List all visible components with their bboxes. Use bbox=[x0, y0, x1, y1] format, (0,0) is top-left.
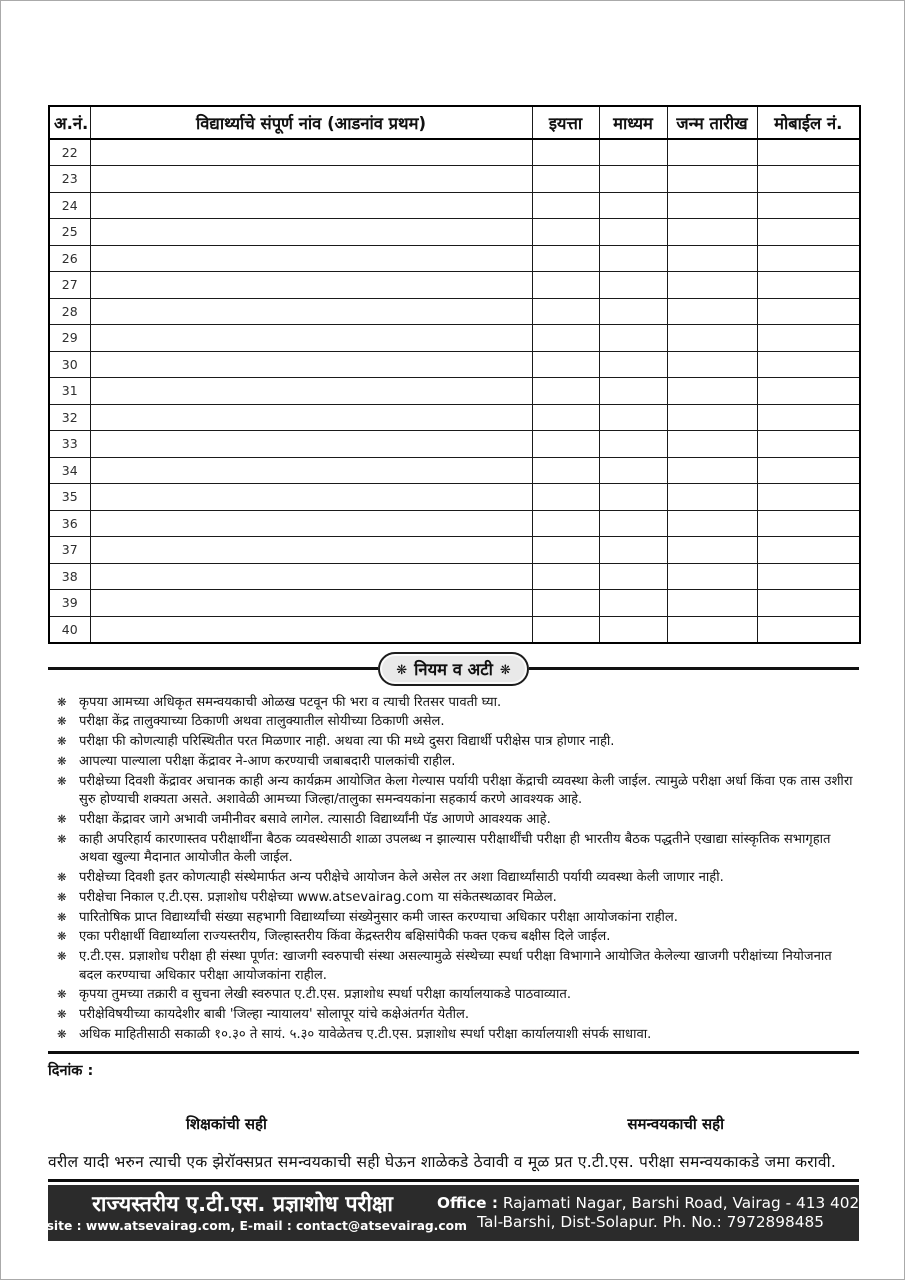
empty-form-cell bbox=[667, 325, 757, 352]
table-row bbox=[49, 563, 860, 590]
table-row bbox=[49, 219, 860, 246]
table-row bbox=[49, 404, 860, 431]
empty-form-cell bbox=[599, 590, 667, 617]
row-number: 29 bbox=[49, 325, 90, 352]
rule-item bbox=[48, 986, 859, 1004]
empty-form-cell bbox=[90, 457, 532, 484]
submission-note: वरील यादी भरुन त्याची एक झेरॉक्सप्रत समन्वयकाची सही घेऊन शाळेकडे ठेवावी व मूळ प्रत ए.टी.एस. परीक्षा समन्वयकाकडे जमा करावी. bbox=[48, 1153, 836, 1172]
empty-form-cell bbox=[667, 378, 757, 405]
empty-form-cell bbox=[599, 351, 667, 378]
rule-text: काही अपरिहार्य कारणास्तव परीक्षार्थींना बैठक व्यवस्थेसाठी शाळा उपलब्ध न झाल्यास परीक्षार्थींची परीक्षा ही भारतीय बैठक पद्धतीने एखाद्या सांस्कृतिक सभागृहात अथवा खुल्या मैदानात आयोजीत केली जाईल. bbox=[79, 831, 831, 866]
table-row bbox=[49, 616, 860, 643]
rule-item bbox=[48, 773, 859, 810]
row-number: 39 bbox=[49, 590, 90, 617]
empty-form-cell bbox=[667, 431, 757, 458]
empty-form-cell bbox=[90, 245, 532, 272]
empty-form-cell bbox=[667, 245, 757, 272]
rule-item bbox=[48, 831, 859, 868]
rule-item bbox=[48, 1026, 859, 1044]
empty-form-cell bbox=[757, 510, 860, 537]
empty-form-cell bbox=[757, 139, 860, 166]
empty-form-cell bbox=[757, 431, 860, 458]
rule-item bbox=[48, 733, 859, 751]
empty-form-cell bbox=[532, 431, 599, 458]
empty-form-cell bbox=[599, 484, 667, 511]
header-mobile-no: मोबाईल नं. bbox=[757, 106, 860, 139]
footer-office-block bbox=[437, 1185, 864, 1241]
rules-list bbox=[48, 694, 859, 1045]
row-number: 22 bbox=[49, 139, 90, 166]
star-bullet-icon: ❋ bbox=[57, 714, 67, 729]
star-bullet-icon: ❋ bbox=[57, 1007, 67, 1022]
empty-form-cell bbox=[667, 537, 757, 564]
table-row bbox=[49, 537, 860, 564]
empty-form-cell bbox=[599, 298, 667, 325]
empty-form-cell bbox=[599, 272, 667, 299]
empty-form-cell bbox=[599, 325, 667, 352]
empty-form-cell bbox=[757, 351, 860, 378]
rule-text: आपल्या पाल्याला परीक्षा केंद्रावर ने-आण करण्याची जबाबदारी पालकांची राहील. bbox=[79, 753, 456, 769]
empty-form-cell bbox=[532, 537, 599, 564]
rule-item bbox=[48, 713, 859, 731]
rule-item bbox=[48, 1006, 859, 1024]
office-address: Rajamati Nagar, Barshi Road, Vairag - 413 402. bbox=[502, 1194, 865, 1213]
empty-form-cell bbox=[599, 510, 667, 537]
empty-form-cell bbox=[599, 616, 667, 643]
empty-form-cell bbox=[757, 457, 860, 484]
rules-section-divider bbox=[48, 653, 859, 685]
empty-form-cell bbox=[599, 139, 667, 166]
empty-form-cell bbox=[532, 166, 599, 193]
coordinator-signature-label: समन्वयकाची सही bbox=[627, 1115, 724, 1134]
empty-form-cell bbox=[532, 484, 599, 511]
empty-form-cell bbox=[667, 510, 757, 537]
header-birth-date: जन्म तारीख bbox=[667, 106, 757, 139]
empty-form-cell bbox=[757, 563, 860, 590]
row-number: 27 bbox=[49, 272, 90, 299]
rule-text: परीक्षेविषयीच्या कायदेशीर बाबी 'जिल्हा न्यायालय' सोलापूर यांचे कक्षेअंतर्गत येतील. bbox=[79, 1007, 470, 1023]
empty-form-cell bbox=[90, 219, 532, 246]
empty-form-cell bbox=[757, 298, 860, 325]
empty-form-cell bbox=[532, 378, 599, 405]
footer-org-block bbox=[18, 1185, 467, 1241]
empty-form-cell bbox=[599, 457, 667, 484]
row-number: 37 bbox=[49, 537, 90, 564]
rule-item bbox=[48, 753, 859, 771]
table-row bbox=[49, 590, 860, 617]
empty-form-cell bbox=[90, 590, 532, 617]
empty-form-cell bbox=[90, 510, 532, 537]
row-number: 30 bbox=[49, 351, 90, 378]
table-row bbox=[49, 298, 860, 325]
empty-form-cell bbox=[757, 590, 860, 617]
rule-text: ए.टी.एस. प्रज्ञाशोध परीक्षा ही संस्था पूर्णत: खाजगी स्वरुपाची संस्था असल्यामुळे संस्थेच्या स्पर्धा परीक्षा विभागाने आयोजित केलेल्या खाजगी परीक्षांच्या नियोजनात बदल करण्याचा अधिकार परीक्षा आयोजकांना राहील. bbox=[79, 949, 832, 983]
empty-form-cell bbox=[90, 139, 532, 166]
empty-form-cell bbox=[532, 616, 599, 643]
office-label: Office : bbox=[437, 1194, 498, 1213]
empty-form-cell bbox=[757, 219, 860, 246]
rule-text: एका परीक्षार्थी विद्यार्थ्याला राज्यस्तरीय, जिल्हास्तरीय किंवा केंद्रस्तरीय बक्षिसांपैकी फक्त एकच बक्षीस दिले जाईल. bbox=[79, 929, 611, 945]
star-bullet-icon: ❋ bbox=[57, 773, 67, 788]
empty-form-cell bbox=[667, 219, 757, 246]
rule-text: परीक्षेचा निकाल ए.टी.एस. प्रज्ञाशोध परीक्षेच्या www.atsevairag.com या संकेतस्थळावर मिळेल. bbox=[79, 889, 557, 905]
row-number: 40 bbox=[49, 616, 90, 643]
row-number: 25 bbox=[49, 219, 90, 246]
empty-form-cell bbox=[532, 457, 599, 484]
empty-form-cell bbox=[532, 510, 599, 537]
row-number: 33 bbox=[49, 431, 90, 458]
empty-form-cell bbox=[757, 192, 860, 219]
empty-form-cell bbox=[757, 537, 860, 564]
star-bullet-icon: ❋ bbox=[57, 753, 67, 768]
rule-text: कृपया तुमच्या तक्रारी व सुचना लेखी स्वरुपात ए.टी.एस. प्रज्ञाशोध स्पर्धा परीक्षा कार्यालयाकडे पाठवाव्यात. bbox=[79, 987, 572, 1003]
empty-form-cell bbox=[599, 245, 667, 272]
empty-form-cell bbox=[667, 590, 757, 617]
header-medium: माध्यम bbox=[599, 106, 667, 139]
rule-text: कृपया आमच्या अधिकृत समन्वयकाची ओळख पटवून फी भरा व त्याची रितसर पावती घ्या. bbox=[79, 694, 502, 710]
empty-form-cell bbox=[667, 616, 757, 643]
page-content bbox=[18, 1, 865, 1241]
empty-form-cell bbox=[757, 616, 860, 643]
rule-item bbox=[48, 889, 859, 907]
star-bullet-icon: ❋ bbox=[57, 831, 67, 846]
star-bullet-icon: ❋ bbox=[57, 811, 67, 826]
row-number: 36 bbox=[49, 510, 90, 537]
empty-form-cell bbox=[532, 325, 599, 352]
empty-form-cell bbox=[532, 139, 599, 166]
empty-form-cell bbox=[90, 351, 532, 378]
empty-form-cell bbox=[667, 298, 757, 325]
rule-item bbox=[48, 909, 859, 927]
empty-form-cell bbox=[532, 590, 599, 617]
empty-form-cell bbox=[667, 404, 757, 431]
office-address-line2: Tal-Barshi, Dist-Solapur. Ph. No.: 7972898485 bbox=[477, 1213, 824, 1232]
table-row bbox=[49, 272, 860, 299]
star-bullet-icon: ❋ bbox=[57, 1027, 67, 1042]
rule-text: परीक्षेच्या दिवशी इतर कोणत्याही संस्थेमार्फत अन्य परीक्षेचे आयोजन केले असेल तर अशा विद्यार्थ्यांसाठी पर्यायी व्यवस्था केली जाणार नाही. bbox=[79, 869, 724, 885]
horizontal-rule bbox=[48, 1051, 859, 1054]
table-row bbox=[49, 378, 860, 405]
empty-form-cell bbox=[667, 192, 757, 219]
empty-form-cell bbox=[90, 484, 532, 511]
empty-form-cell bbox=[90, 298, 532, 325]
star-bullet-icon: ❋ bbox=[57, 909, 67, 924]
empty-form-cell bbox=[532, 272, 599, 299]
header-student-name: विद्यार्थ्याचे संपूर्ण नांव (आडनांव प्रथम) bbox=[90, 106, 532, 139]
rule-text: परीक्षा केंद्रावर जागे अभावी जमीनीवर बसावे लागेल. त्यासाठी विद्यार्थ्यांनी पॅड आणणे आवश्यक आहे. bbox=[79, 811, 551, 827]
empty-form-cell bbox=[532, 245, 599, 272]
rule-text: परीक्षा फी कोणत्याही परिस्थितीत परत मिळणार नाही. अथवा त्या फी मध्ये दुसरा विद्यार्थी परीक्षेस पात्र होणार नाही. bbox=[79, 734, 615, 750]
empty-form-cell bbox=[757, 378, 860, 405]
divider-line-left bbox=[48, 667, 378, 670]
empty-form-cell bbox=[599, 537, 667, 564]
star-icon: ❋ bbox=[396, 662, 408, 678]
horizontal-rule bbox=[48, 1179, 859, 1182]
rule-item bbox=[48, 811, 859, 829]
empty-form-cell bbox=[532, 563, 599, 590]
star-bullet-icon: ❋ bbox=[57, 694, 67, 709]
row-number: 23 bbox=[49, 166, 90, 193]
empty-form-cell bbox=[599, 166, 667, 193]
table-row bbox=[49, 325, 860, 352]
empty-form-cell bbox=[90, 537, 532, 564]
star-bullet-icon: ❋ bbox=[57, 949, 67, 964]
empty-form-cell bbox=[667, 563, 757, 590]
row-number: 38 bbox=[49, 563, 90, 590]
table-row bbox=[49, 166, 860, 193]
student-table-body bbox=[49, 139, 860, 643]
empty-form-cell bbox=[599, 404, 667, 431]
header-standard: इयत्ता bbox=[532, 106, 599, 139]
empty-form-cell bbox=[90, 192, 532, 219]
rules-heading-pill bbox=[378, 652, 529, 686]
row-number: 31 bbox=[49, 378, 90, 405]
empty-form-cell bbox=[532, 219, 599, 246]
empty-form-cell bbox=[90, 325, 532, 352]
empty-form-cell bbox=[757, 166, 860, 193]
empty-form-cell bbox=[757, 484, 860, 511]
table-row bbox=[49, 457, 860, 484]
row-number: 26 bbox=[49, 245, 90, 272]
row-number: 35 bbox=[49, 484, 90, 511]
empty-form-cell bbox=[667, 166, 757, 193]
empty-form-cell bbox=[90, 431, 532, 458]
student-list-table bbox=[48, 105, 861, 644]
org-title: राज्यस्तरीय ए.टी.एस. प्रज्ञाशोध परीक्षा bbox=[92, 1192, 393, 1218]
rule-text: अधिक माहितीसाठी सकाळी १०.३० ते सायं. ५.३० यावेळेतच ए.टी.एस. प्रज्ञाशोध स्पर्धा परीक्षा कार्यालयाशी संपर्क साधावा. bbox=[79, 1027, 652, 1043]
rule-text: पारितोषिक प्राप्त विद्यार्थ्यांची संख्या सहभागी विद्यार्थ्यांच्या संख्येनुसार कमी जास्त करण्याचा अधिकार परीक्षा आयोजकांना राहील. bbox=[79, 909, 678, 925]
empty-form-cell bbox=[757, 245, 860, 272]
empty-form-cell bbox=[532, 404, 599, 431]
rule-item bbox=[48, 948, 859, 985]
empty-form-cell bbox=[757, 404, 860, 431]
empty-form-cell bbox=[667, 457, 757, 484]
table-header-row bbox=[49, 106, 860, 139]
table-row bbox=[49, 192, 860, 219]
row-number: 34 bbox=[49, 457, 90, 484]
star-icon: ❋ bbox=[499, 662, 511, 678]
row-number: 24 bbox=[49, 192, 90, 219]
empty-form-cell bbox=[757, 272, 860, 299]
empty-form-cell bbox=[599, 378, 667, 405]
star-bullet-icon: ❋ bbox=[57, 889, 67, 904]
empty-form-cell bbox=[667, 484, 757, 511]
rule-item bbox=[48, 928, 859, 946]
empty-form-cell bbox=[757, 325, 860, 352]
rules-heading: नियम व अटी bbox=[414, 659, 493, 679]
empty-form-cell bbox=[599, 219, 667, 246]
star-bullet-icon: ❋ bbox=[57, 734, 67, 749]
empty-form-cell bbox=[667, 272, 757, 299]
empty-form-cell bbox=[90, 378, 532, 405]
empty-form-cell bbox=[90, 272, 532, 299]
star-bullet-icon: ❋ bbox=[57, 869, 67, 884]
empty-form-cell bbox=[599, 192, 667, 219]
header-serial-no: अ.नं. bbox=[49, 106, 90, 139]
empty-form-cell bbox=[90, 404, 532, 431]
footer-banner bbox=[18, 1185, 865, 1241]
empty-form-cell bbox=[599, 563, 667, 590]
empty-form-cell bbox=[90, 616, 532, 643]
empty-form-cell bbox=[667, 351, 757, 378]
star-bullet-icon: ❋ bbox=[57, 929, 67, 944]
office-address-line1 bbox=[437, 1194, 864, 1213]
table-row bbox=[49, 245, 860, 272]
signature-row bbox=[48, 1114, 859, 1134]
date-label: दिनांक : bbox=[48, 1063, 94, 1080]
rule-text: परीक्षेच्या दिवशी केंद्रावर अचानक काही अन्य कार्यक्रम आयोजित केला गेल्यास पर्यायी परीक्षा केंद्राची व्यवस्था केली जाईल. त्यामुळे परीक्षा अर्धा किंवा एक तास उशीरा सुरु होण्याची शक्यता असते. अशावेळी आमच्या जिल्हा/तालुका समन्वयकांना सहकार्य करणे आवश्यक आहे. bbox=[79, 773, 853, 808]
rule-item bbox=[48, 694, 859, 712]
empty-form-cell bbox=[667, 139, 757, 166]
rule-item bbox=[48, 869, 859, 887]
table-row bbox=[49, 431, 860, 458]
org-contact-line: website : www.atsevairag.com, E-mail : contact@atsevairag.com bbox=[18, 1218, 467, 1233]
rule-text: परीक्षा केंद्र तालुक्याच्या ठिकाणी अथवा तालुक्यातील सोयीच्या ठिकाणी असेल. bbox=[79, 714, 445, 730]
row-number: 28 bbox=[49, 298, 90, 325]
empty-form-cell bbox=[532, 351, 599, 378]
table-row bbox=[49, 510, 860, 537]
empty-form-cell bbox=[532, 298, 599, 325]
table-row bbox=[49, 139, 860, 166]
table-row bbox=[49, 484, 860, 511]
empty-form-cell bbox=[599, 431, 667, 458]
row-number: 32 bbox=[49, 404, 90, 431]
divider-line-right bbox=[529, 667, 859, 670]
empty-form-cell bbox=[90, 563, 532, 590]
star-bullet-icon: ❋ bbox=[57, 987, 67, 1002]
teacher-signature-label: शिक्षकांची सही bbox=[186, 1115, 267, 1134]
empty-form-cell bbox=[90, 166, 532, 193]
table-row bbox=[49, 351, 860, 378]
empty-form-cell bbox=[532, 192, 599, 219]
